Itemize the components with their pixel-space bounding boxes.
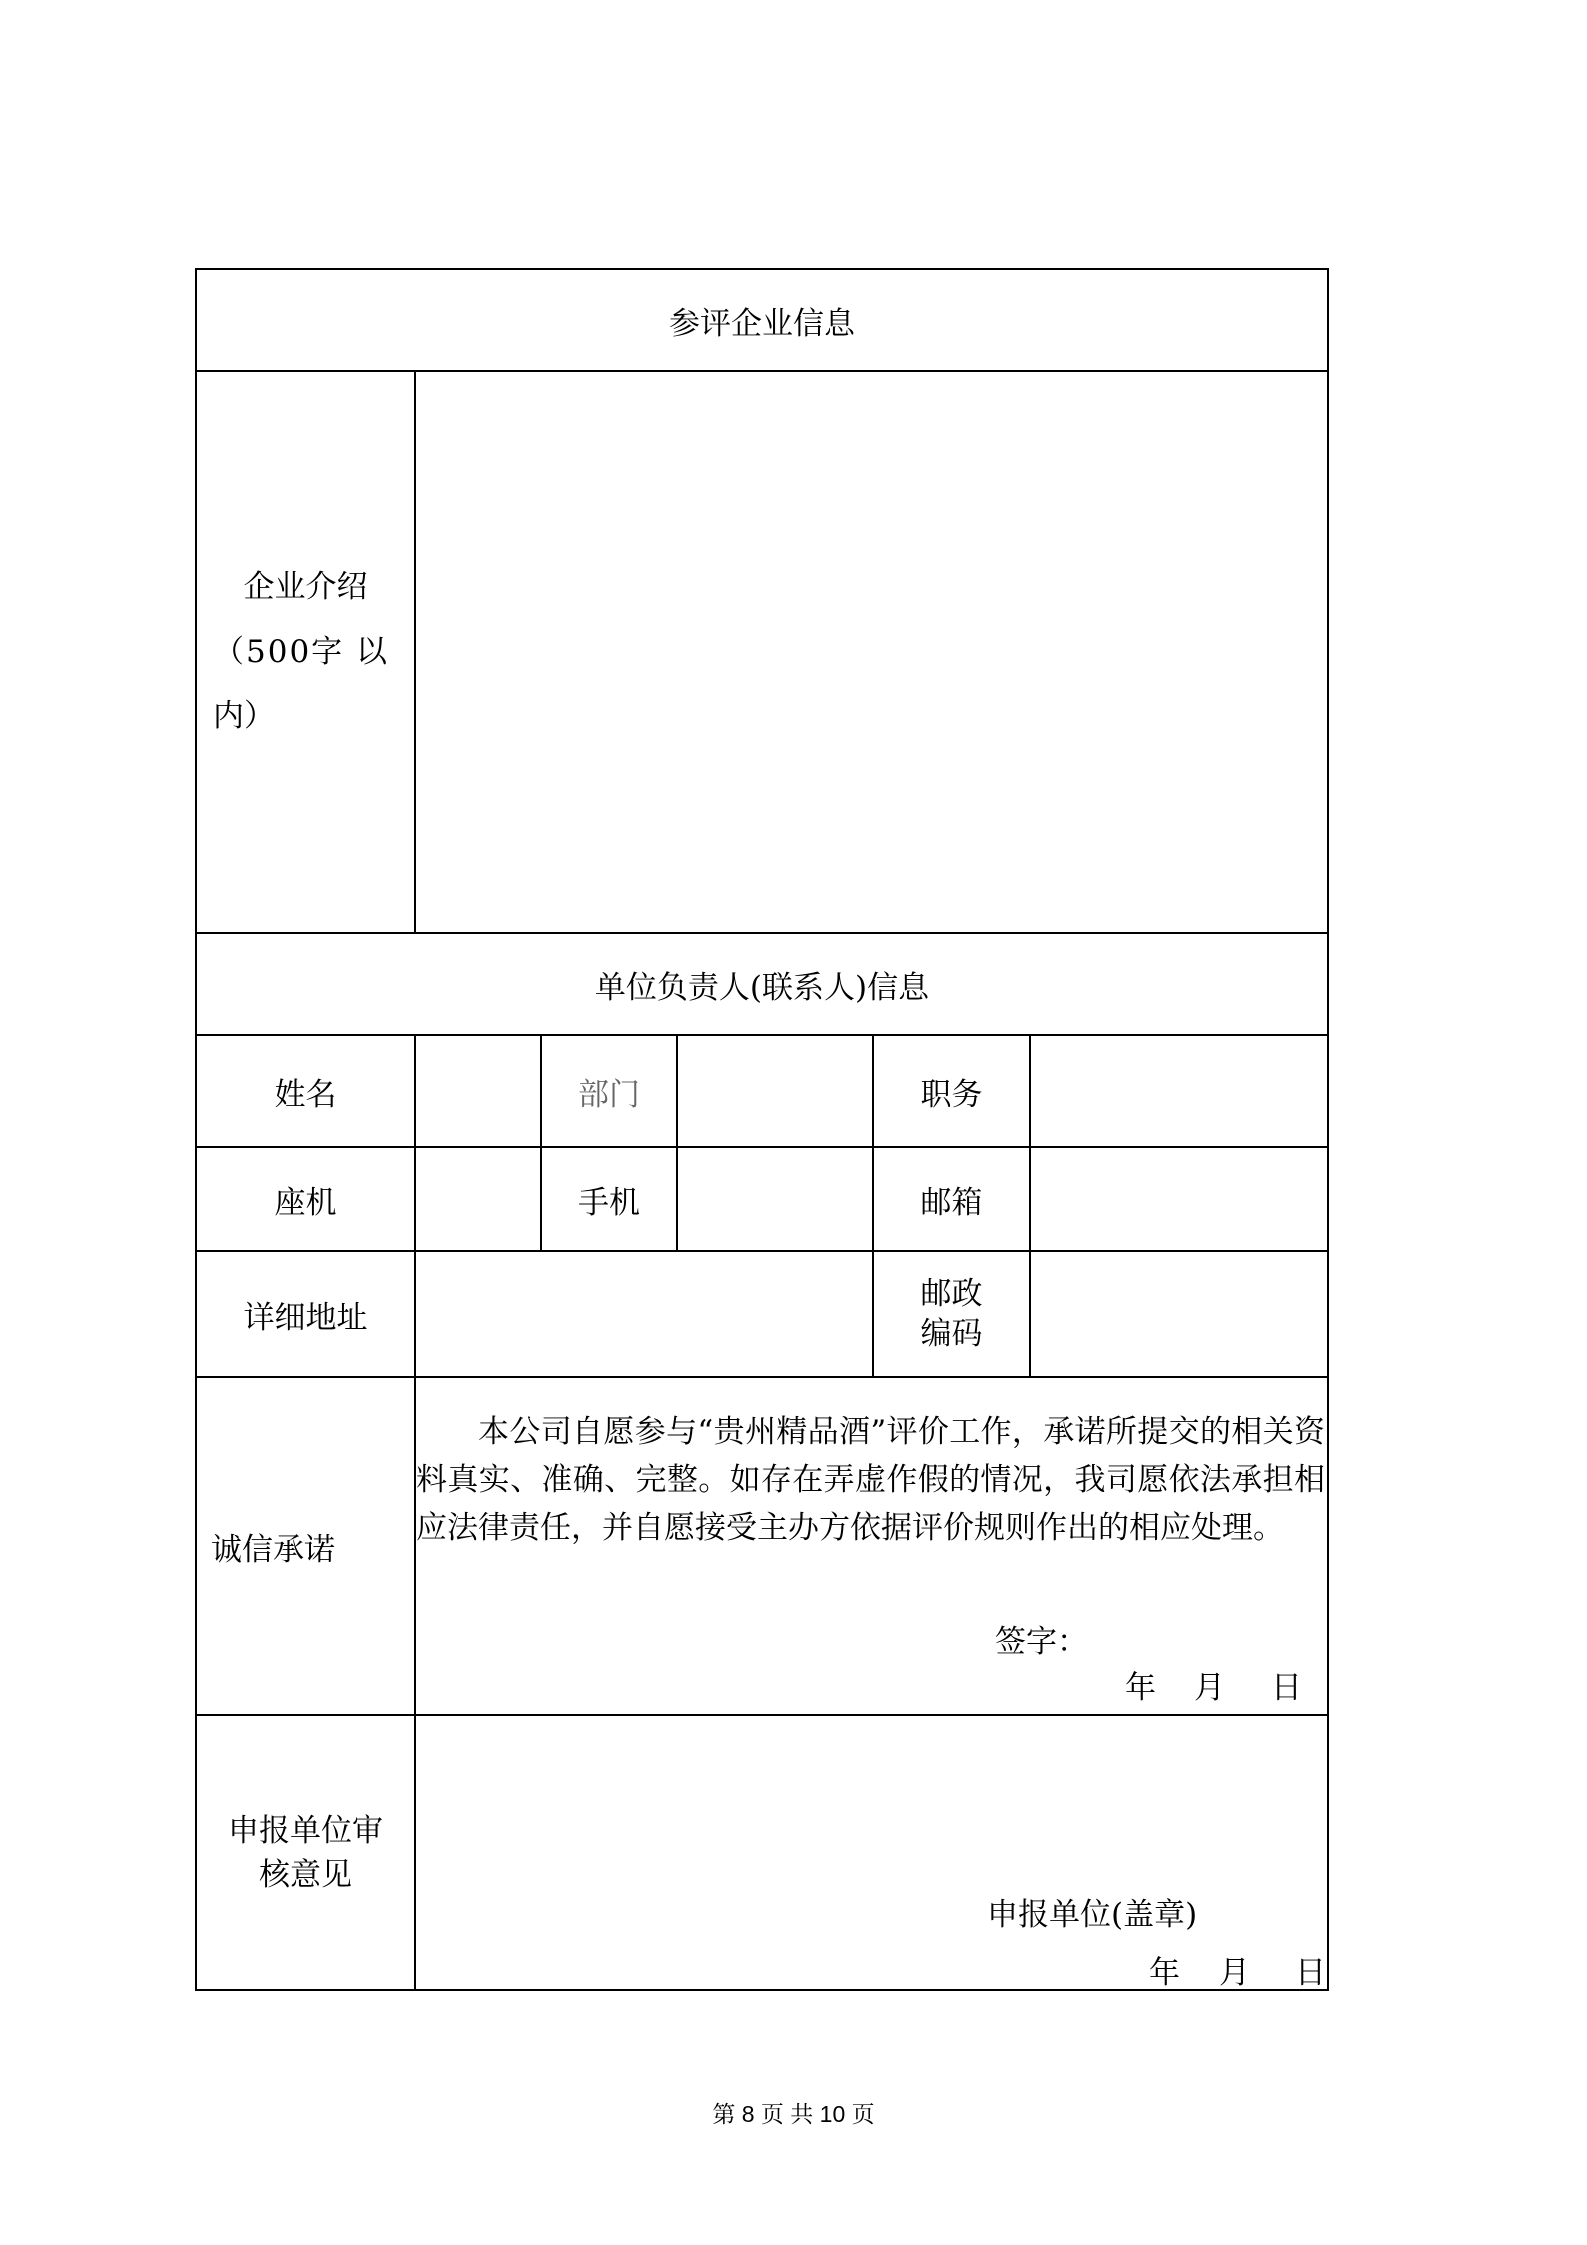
promise-date-month: 月 xyxy=(1194,1670,1225,1706)
review-row xyxy=(197,1714,1327,1989)
promise-date-day: 日 xyxy=(1271,1670,1302,1706)
mobile-input[interactable] xyxy=(678,1148,872,1250)
contact-row-1 xyxy=(197,1034,1327,1146)
registration-form xyxy=(195,268,1329,1991)
review-date-day: 日 xyxy=(1295,1955,1326,1991)
company-info-title: 参评企业信息 xyxy=(669,305,855,342)
promise-row xyxy=(197,1376,1327,1714)
promise-date-year: 年 xyxy=(1125,1670,1156,1706)
review-label: 申报单位审 核意见 xyxy=(228,1812,383,1893)
company-info-header xyxy=(197,270,1327,370)
mobile-label: 手机 xyxy=(578,1184,640,1221)
name-input[interactable] xyxy=(416,1036,540,1146)
company-intro-row xyxy=(197,370,1327,932)
company-intro-input[interactable] xyxy=(416,372,1327,932)
review-date-month: 月 xyxy=(1219,1955,1250,1991)
promise-sign-label: 签字： xyxy=(995,1624,1088,1660)
review-seal-label: 申报单位(盖章) xyxy=(987,1897,1198,1933)
position-input[interactable] xyxy=(1031,1036,1327,1146)
page-number: 第 8 页 共 10 页 xyxy=(712,2101,875,2127)
contact-row-2 xyxy=(197,1146,1327,1250)
contact-row-3 xyxy=(197,1250,1327,1376)
promise-label: 诚信承诺 xyxy=(211,1531,335,1568)
name-label: 姓名 xyxy=(274,1076,337,1113)
contact-info-header xyxy=(197,932,1327,1034)
phone-input[interactable] xyxy=(416,1148,540,1250)
contact-info-title: 单位负责人(联系人)信息 xyxy=(594,969,930,1006)
postcode-input[interactable] xyxy=(1031,1252,1327,1376)
dept-input[interactable] xyxy=(678,1036,872,1146)
address-label: 详细地址 xyxy=(243,1299,368,1336)
email-label: 邮箱 xyxy=(920,1184,983,1221)
dept-label: 部门 xyxy=(578,1076,640,1113)
position-label: 职务 xyxy=(920,1076,983,1113)
company-intro-label: 企业介绍 （500字 以 内） xyxy=(213,568,390,735)
review-date-year: 年 xyxy=(1149,1955,1180,1991)
promise-text: 本公司自愿参与“贵州精品酒”评价工作，承诺所提交的相关资料真实、准确、完整。如存在弄虚作假的情况，我司愿依法承担相应法律责任，并自愿接受主办方依据评价规则作出的相应处理。 xyxy=(416,1414,1325,1546)
address-input[interactable] xyxy=(416,1252,872,1376)
postcode-label: 邮政 编码 xyxy=(920,1276,983,1352)
phone-label: 座机 xyxy=(274,1184,337,1221)
email-input[interactable] xyxy=(1031,1148,1327,1250)
